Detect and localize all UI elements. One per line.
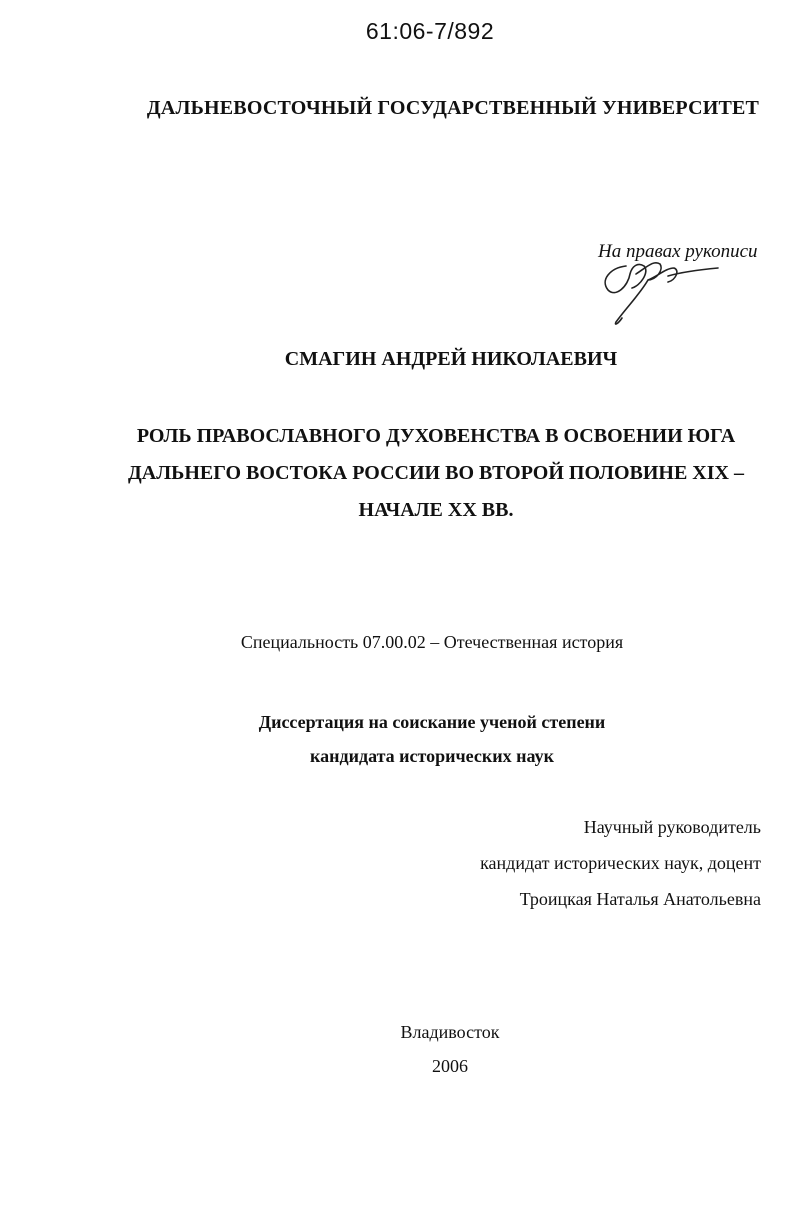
supervisor-block [480,809,761,917]
supervisor-role: Научный руководитель [583,817,761,837]
title-line: РОЛЬ ПРАВОСЛАВНОГО ДУХОВЕНСТВА В ОСВОЕНИИ ЮГА [136,425,736,447]
year: 2006 [432,1056,468,1076]
degree-line: кандидата исторических наук [310,746,554,766]
dissertation-degree [0,705,799,773]
signature-image [596,246,726,328]
title-line: НАЧАЛЕ XX ВВ. [358,499,514,521]
city: Владивосток [400,1022,500,1042]
university-name: ДАЛЬНЕВОСТОЧНЫЙ ГОСУДАРСТВЕННЫЙ УНИВЕРСИТЕТ [146,97,760,119]
catalog-code: 61:06-7/892 [365,18,495,44]
dissertation-title [0,418,799,529]
specialty: Специальность 07.00.02 – Отечественная история [240,632,624,652]
title-line: ДАЛЬНЕГО ВОСТОКА РОССИИ ВО ВТОРОЙ ПОЛОВИНЕ XIX – [128,462,744,484]
author-name: СМАГИН АНДРЕЙ НИКОЛАЕВИЧ [284,348,618,370]
manuscript-note: На правах рукописи [598,241,758,262]
supervisor-name: Троицкая Наталья Анатольевна [519,889,761,909]
degree-line: Диссертация на соискание ученой степени [258,712,606,732]
supervisor-degree: кандидат исторических наук, доцент [480,853,761,873]
